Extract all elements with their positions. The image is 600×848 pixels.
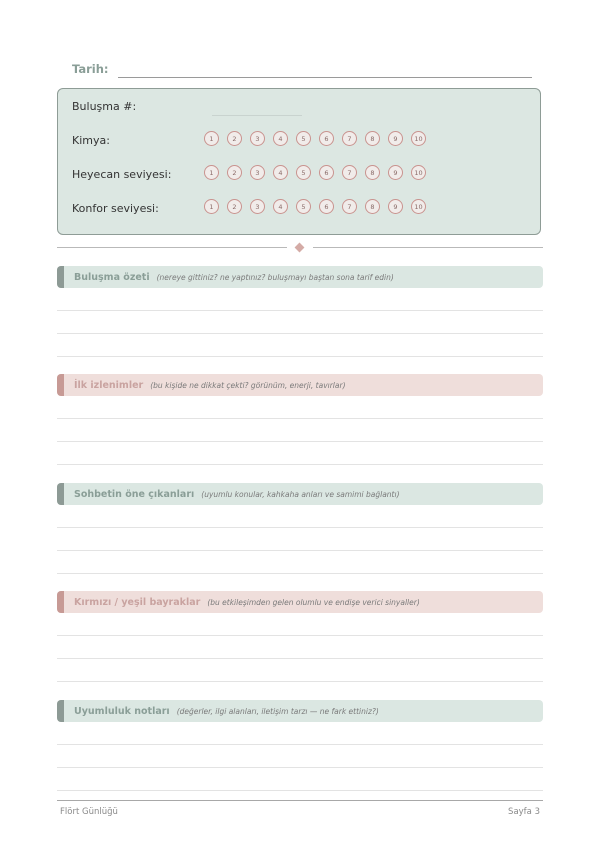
rating-option-3[interactable]: 3 <box>250 199 265 214</box>
diamond-icon <box>295 243 305 253</box>
rating-label: Konfor seviyesi: <box>72 202 159 215</box>
section-hint: (nereye gittiniz? ne yaptınız? buluşmayı baştan sona tarif edin) <box>156 272 394 282</box>
rating-option-5[interactable]: 5 <box>296 199 311 214</box>
writing-line[interactable] <box>57 442 543 465</box>
rating-scale <box>204 199 434 214</box>
writing-line[interactable] <box>57 396 543 419</box>
section-red-green-flags <box>57 591 543 682</box>
section-date-summary <box>57 266 543 357</box>
section-header <box>57 483 543 505</box>
rating-option-6[interactable]: 6 <box>319 131 334 146</box>
rating-option-8[interactable]: 8 <box>365 131 380 146</box>
rating-row-chemistry <box>72 131 522 151</box>
section-hint: (bu etkileşimden gelen olumlu ve endişe verici sinyaller) <box>207 597 420 607</box>
rating-option-5[interactable]: 5 <box>296 165 311 180</box>
rating-option-9[interactable]: 9 <box>388 165 403 180</box>
writing-line[interactable] <box>57 551 543 574</box>
rating-option-1[interactable]: 1 <box>204 131 219 146</box>
divider-line-right <box>313 247 543 248</box>
date-label: Tarih: <box>72 62 109 76</box>
divider-line-left <box>57 247 287 248</box>
writing-line[interactable] <box>57 722 543 745</box>
writing-line[interactable] <box>57 419 543 442</box>
rating-option-7[interactable]: 7 <box>342 131 357 146</box>
rating-option-4[interactable]: 4 <box>273 199 288 214</box>
date-row <box>72 62 532 82</box>
rating-option-8[interactable]: 8 <box>365 199 380 214</box>
rating-option-5[interactable]: 5 <box>296 131 311 146</box>
section-title: Kırmızı / yeşil bayraklar <box>74 596 201 608</box>
page-number: Sayfa 3 <box>508 807 540 817</box>
rating-option-2[interactable]: 2 <box>227 131 242 146</box>
date-input-line[interactable] <box>118 77 532 78</box>
writing-line[interactable] <box>57 659 543 682</box>
section-title: Buluşma özeti <box>74 271 150 283</box>
section-header <box>57 700 543 722</box>
writing-line[interactable] <box>57 768 543 791</box>
rating-option-6[interactable]: 6 <box>319 199 334 214</box>
footer-title: Flört Günlüğü <box>60 807 118 817</box>
section-header <box>57 374 543 396</box>
writing-line[interactable] <box>57 311 543 334</box>
section-conversation-highlights <box>57 483 543 574</box>
rating-row-comfort <box>72 199 522 219</box>
rating-option-8[interactable]: 8 <box>365 165 380 180</box>
rating-option-4[interactable]: 4 <box>273 131 288 146</box>
writing-line[interactable] <box>57 745 543 768</box>
section-title: Sohbetin öne çıkanları <box>74 488 195 500</box>
writing-line[interactable] <box>57 505 543 528</box>
section-title: İlk izlenimler <box>74 379 144 391</box>
meeting-number-row <box>72 97 522 117</box>
rating-scale <box>204 131 434 146</box>
rating-option-10[interactable]: 10 <box>411 165 426 180</box>
writing-line[interactable] <box>57 613 543 636</box>
rating-scale <box>204 165 434 180</box>
writing-line[interactable] <box>57 528 543 551</box>
section-first-impressions <box>57 374 543 465</box>
meeting-number-label: Buluşma #: <box>72 100 137 113</box>
rating-option-9[interactable]: 9 <box>388 199 403 214</box>
section-hint: (bu kişide ne dikkat çekti? görünüm, enerji, tavırlar) <box>150 380 346 390</box>
section-hint: (değerler, ilgi alanları, iletişim tarzı — ne fark ettiniz?) <box>176 706 379 716</box>
rating-option-10[interactable]: 10 <box>411 199 426 214</box>
rating-option-3[interactable]: 3 <box>250 131 265 146</box>
rating-option-1[interactable]: 1 <box>204 199 219 214</box>
rating-option-6[interactable]: 6 <box>319 165 334 180</box>
section-title: Uyumluluk notları <box>74 705 170 717</box>
section-header <box>57 266 543 288</box>
footer-rule <box>57 800 543 801</box>
section-compatibility-notes <box>57 700 543 791</box>
writing-line[interactable] <box>57 636 543 659</box>
rating-option-3[interactable]: 3 <box>250 165 265 180</box>
rating-option-7[interactable]: 7 <box>342 199 357 214</box>
rating-option-7[interactable]: 7 <box>342 165 357 180</box>
rating-option-1[interactable]: 1 <box>204 165 219 180</box>
date-info-box <box>57 88 541 235</box>
writing-line[interactable] <box>57 288 543 311</box>
rating-option-9[interactable]: 9 <box>388 131 403 146</box>
rating-option-10[interactable]: 10 <box>411 131 426 146</box>
rating-row-excitement <box>72 165 522 185</box>
writing-line[interactable] <box>57 334 543 357</box>
ornament-divider <box>57 242 543 254</box>
section-hint: (uyumlu konular, kahkaha anları ve samimi bağlantı) <box>201 489 400 499</box>
rating-label: Kimya: <box>72 134 110 147</box>
rating-option-2[interactable]: 2 <box>227 199 242 214</box>
section-header <box>57 591 543 613</box>
meeting-number-line[interactable] <box>212 115 302 116</box>
rating-option-4[interactable]: 4 <box>273 165 288 180</box>
rating-label: Heyecan seviyesi: <box>72 168 172 181</box>
rating-option-2[interactable]: 2 <box>227 165 242 180</box>
